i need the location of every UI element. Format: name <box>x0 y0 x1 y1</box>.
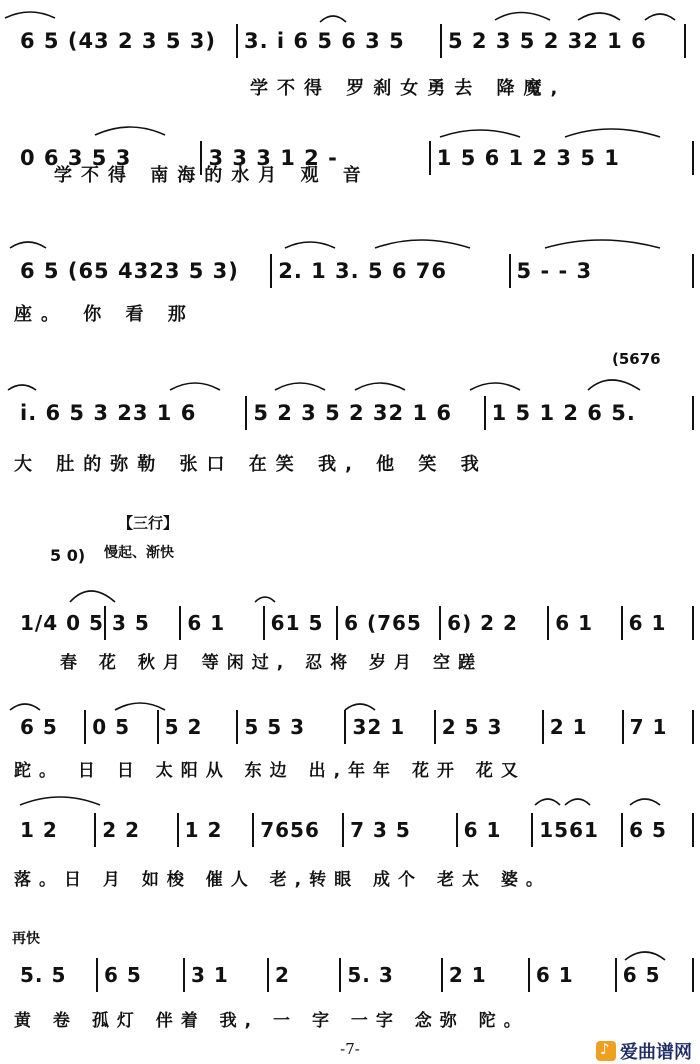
watermark-text: 爱曲谱网 <box>620 1042 692 1063</box>
measure: 2 1 <box>443 958 530 992</box>
measure: 5 2 <box>159 710 239 744</box>
measure: 5 - - 3 <box>511 254 694 288</box>
lyrics-line: 学不得 南海的水月 观 音 <box>54 165 370 186</box>
page-number: -7- <box>340 1040 360 1058</box>
measure: 3 1 <box>185 958 269 992</box>
ornament-annotation: (5676 <box>612 350 661 368</box>
measure: 6 5 <box>623 813 694 847</box>
lyrics-line: 春 花 秋月 等闲过, 忍将 岁月 空蹉 <box>60 653 483 673</box>
lyrics-line: 座。 你 看 那 <box>14 304 195 325</box>
measure: 7 3 5 <box>344 813 458 847</box>
measure: 6) 2 2 <box>441 606 549 640</box>
measure: 5 2 3 5 2 32 1 6 <box>442 24 686 58</box>
measure: 6 1 <box>458 813 534 847</box>
notation-line <box>14 254 694 288</box>
music-note-icon <box>596 1041 616 1061</box>
measure: 3 3 3 1 2 - <box>202 141 430 175</box>
notation-line <box>14 606 694 640</box>
measure: 2 5 3 <box>436 710 544 744</box>
measure: 61 5 <box>265 606 338 640</box>
tempo-marking: 慢起、渐快 <box>104 545 174 561</box>
lyrics-line: 落。日 月 如梭 催人 老,转眼 成个 老太 婆。 <box>14 870 551 890</box>
lyrics-line: 学不得 罗刹女勇去 降魔, <box>250 78 567 99</box>
measure: 0 5 <box>86 710 158 744</box>
lyrics-line: 大 肚的弥勒 张口 在笑 我, 他 笑 我 <box>14 454 488 475</box>
measure: 1 5 6 1 2 3 5 1 <box>431 141 694 175</box>
tempo-marking: 再快 <box>12 931 40 947</box>
measure: 6 5 <box>98 958 185 992</box>
measure: 6 1 <box>549 606 622 640</box>
section-label: 【三行】 <box>118 514 179 532</box>
pickup-notes: 5 0) <box>50 546 86 565</box>
lyrics-line: 黄 卷 孤灯 伴着 我, 一 字 一字 念弥 陀。 <box>14 1011 529 1031</box>
measure: 7656 <box>254 813 344 847</box>
measure: 5. 3 <box>341 958 443 992</box>
measure: 6 1 <box>530 958 617 992</box>
slur-marks <box>0 350 700 400</box>
notation-line <box>14 958 694 992</box>
measure: 2 1 <box>544 710 624 744</box>
notation-line <box>14 24 694 58</box>
measure: 6 (765 <box>338 606 441 640</box>
slur-marks <box>0 785 700 815</box>
measure: 3 5 <box>106 606 181 640</box>
measure: 6 1 <box>623 606 694 640</box>
measure: 1/4 0 5 <box>14 606 106 640</box>
notation-line <box>14 813 694 847</box>
measure: 32 1 <box>346 710 435 744</box>
measure: 6 5 <box>14 710 86 744</box>
slur-marks <box>0 512 700 612</box>
lyrics-line: 跎。 日 日 太阳从 东边 出,年年 花开 花又 <box>14 761 526 781</box>
measure: 1561 <box>533 813 623 847</box>
measure: 2 2 <box>96 813 178 847</box>
measure: 6 1 <box>181 606 264 640</box>
measure: 6 5 (43 2 3 5 3) <box>14 24 238 58</box>
measure: 1 5 1 2 6 5. <box>486 396 694 430</box>
notation-line <box>14 396 694 430</box>
measure: 5 5 3 <box>238 710 346 744</box>
measure: 3. i 6 5 6 3 5 <box>238 24 442 58</box>
measure: 2 <box>269 958 341 992</box>
measure: 2. 1 3. 5 6 76 <box>272 254 510 288</box>
measure: 1 2 <box>14 813 96 847</box>
measure: 7 1 <box>624 710 694 744</box>
notation-line <box>14 710 694 744</box>
measure: 6 5 <box>617 958 694 992</box>
site-watermark <box>596 1038 692 1064</box>
measure: 5 2 3 5 2 32 1 6 <box>247 396 485 430</box>
measure: 1 2 <box>179 813 255 847</box>
measure: i. 6 5 3 23 1 6 <box>14 396 247 430</box>
measure: 0 6 3 5 3 <box>14 141 202 175</box>
measure: 6 5 (65 4323 5 3) <box>14 254 272 288</box>
measure: 5. 5 <box>14 958 98 992</box>
